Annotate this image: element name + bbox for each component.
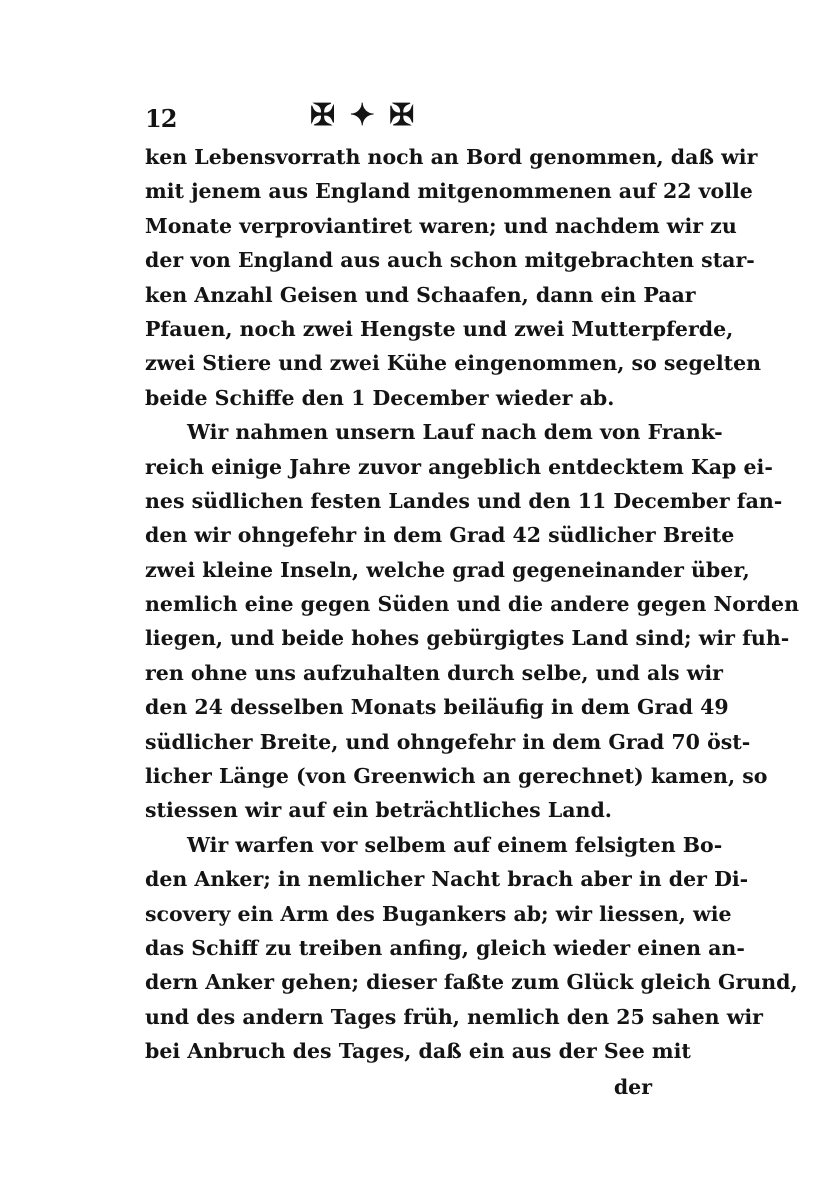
body-text	[145, 140, 799, 1069]
text-line: ken Anzahl Geisen und Schaafen, dann ein Paar	[145, 282, 696, 307]
text-line: zwei Stiere und zwei Kühe eingenommen, so segelten	[145, 351, 762, 376]
paragraph-2	[145, 415, 799, 828]
text-line: den wir ohngefehr in dem Grad 42 südlicher Breite	[145, 523, 735, 548]
text-line: scovery ein Arm des Bugankers ab; wir liessen, wie	[145, 901, 732, 926]
text-line: beide Schiffe den 1 December wieder ab.	[145, 385, 615, 410]
text-line: und des andern Tages früh, nemlich den 25 sahen wir	[145, 1004, 763, 1029]
header-ornament: ✠ ✦ ✠	[310, 98, 417, 133]
page-number: 12	[145, 104, 177, 133]
text-line: stiessen wir auf ein beträchtliches Land.	[145, 798, 612, 823]
text-line: Wir warfen vor selbem auf einem felsigten Bo-	[187, 832, 723, 857]
text-line: nemlich eine gegen Süden und die andere gegen Norden	[145, 592, 799, 617]
text-line: das Schiff zu treiben anfing, gleich wieder einen an-	[145, 935, 745, 960]
text-line: südlicher Breite, und ohngefehr in dem Grad 70 öst-	[145, 729, 751, 754]
page-header	[145, 98, 655, 138]
text-line: reich einige Jahre zuvor angeblich entdecktem Kap ei-	[145, 454, 773, 479]
paragraph-1	[145, 140, 762, 415]
text-line: den 24 desselben Monats beiläufig in dem Grad 49	[145, 695, 729, 720]
text-line: Pfauen, noch zwei Hengste und zwei Mutterpferde,	[145, 316, 734, 341]
catchword: der	[613, 1075, 652, 1099]
text-line: den Anker; in nemlicher Nacht brach aber in der Di-	[145, 867, 749, 892]
text-line: mit jenem aus England mitgenommenen auf 22 volle	[145, 179, 753, 204]
text-line: der von England aus auch schon mitgebrachten star-	[145, 248, 755, 273]
text-line: nes südlichen festen Landes und den 11 December fan-	[145, 488, 783, 513]
text-line: Monate verproviantiret waren; und nachdem wir zu	[145, 213, 737, 238]
text-line: zwei kleine Inseln, welche grad gegeneinander über,	[145, 557, 750, 582]
paragraph-3	[145, 828, 798, 1069]
text-line: licher Länge (von Greenwich an gerechnet) kamen, so	[145, 764, 768, 789]
text-line: ren ohne uns aufzuhalten durch selbe, und als wir	[145, 660, 723, 685]
text-line: bei Anbruch des Tages, daß ein aus der See mit	[145, 1039, 691, 1064]
text-line: Wir nahmen unsern Lauf nach dem von Frank-	[187, 420, 723, 445]
text-line: dern Anker gehen; dieser faßte zum Glück gleich Grund,	[145, 970, 798, 995]
text-line: ken Lebensvorrath noch an Bord genommen, daß wir	[145, 145, 758, 169]
text-line: liegen, und beide hohes gebürgigtes Land sind; wir fuh-	[145, 626, 790, 651]
